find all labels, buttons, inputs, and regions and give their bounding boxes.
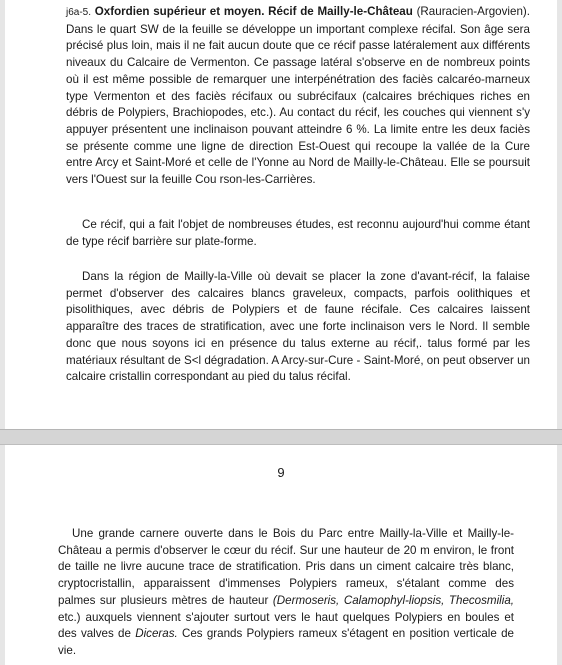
page-edge-right [557,0,562,429]
paragraph-carriere: Une grande carnere ouverte dans le Bois du Parc entre Mailly-la-Ville et Mailly-le-Château a permis d'observer le cœur du récif. Sur une hauteur de 20 m environ, le front de taille ne livre aucune trace de stratification. Pris dans un ciment calcaire très blanc, cryptocristallin, apparaissent d'immenses Polypiers rameux, s'étalant comme des palmes sur plusieurs mètres de hauteur (Dermoseris, Calamophyl-liopsis, Thecosmilia, etc.) auxquels viennent s'ajouter surtout vers le haut quelques Polypiers en boules et des valves de Diceras. Ces grands Polypiers rameux s'étagent en position verticale de vie. [58,527,514,657]
document-page-bottom [0,445,562,665]
paragraph-mailly-la-ville: Dans la région de Mailly-la-Ville où devait se placer la zone d'avant-récif, la falaise permet d'observer des calcaires blancs graveleux, compacts, parfois oolithiques et pisolithiques, avec débris de Polypiers et de faune récifale. Ces calcaires laissent apparaître des traces de stratification, avec une forte inclinaison vers le Nord. Il semble donc que nous soyons ici en présence du talus externe au récif,. talus formé par les matériaux résultant de S<l dégradation. A Arcy-sur-Cure - Saint-Moré, on peut observer un calcaire cristallin correspondant au pied du talus récifal. [66,270,530,384]
page-number: 9 [277,465,285,480]
paragraph-body: (Rauracien-Argovien). Dans le quart SW de la feuille se développe un important complexe récifal. Son âge sera précisé plus loin, mais il ne fait aucun doute que ce récif passe latéralement aux différents niveaux du Calcaire de Vermenton. Ce passage latéral s'observe en de nombreux points où il est même possible de remarquer une interpénétration des faciès calcaréo-marneux type Vermenton et des faciès récifaux ou subrécifaux (calcaires bréchiques riches en débris de Polypiers, Brachiopodes, etc.). Au contact du récif, les couches qui viennent s'y appuyer présentent une inclinaison pouvant atteindre 6 %. La limite entre les deux faciès se présente comme une ligne de direction Est-Ouest qui recoupe la vallée de la Cure entre Arcy et Saint-Moré et celle de l'Yonne au Nord de Mailly-le-Château. Elle se poursuit vers l'Ouest sur la feuille Cou rson-les-Carrières. [66,5,530,187]
italic-diceras: Diceras. [135,627,178,641]
paragraph-recif-barriere: Ce récif, qui a fait l'objet de nombreuses études, est reconnu aujourd'hui comme étant de type récif barrière sur plate-forme. [66,218,530,248]
paragraph-recif-mailly [66,4,530,189]
page-edge-left [0,0,5,429]
italic-genera: (Dermoseris, Calamophyl-liopsis, Thecosmilia, [272,593,514,607]
section-code: j6a-5. [66,7,92,18]
page-separator [0,429,562,445]
section-title: Oxfordien supérieur et moyen. Récif de Mailly-le-Château [94,5,413,18]
